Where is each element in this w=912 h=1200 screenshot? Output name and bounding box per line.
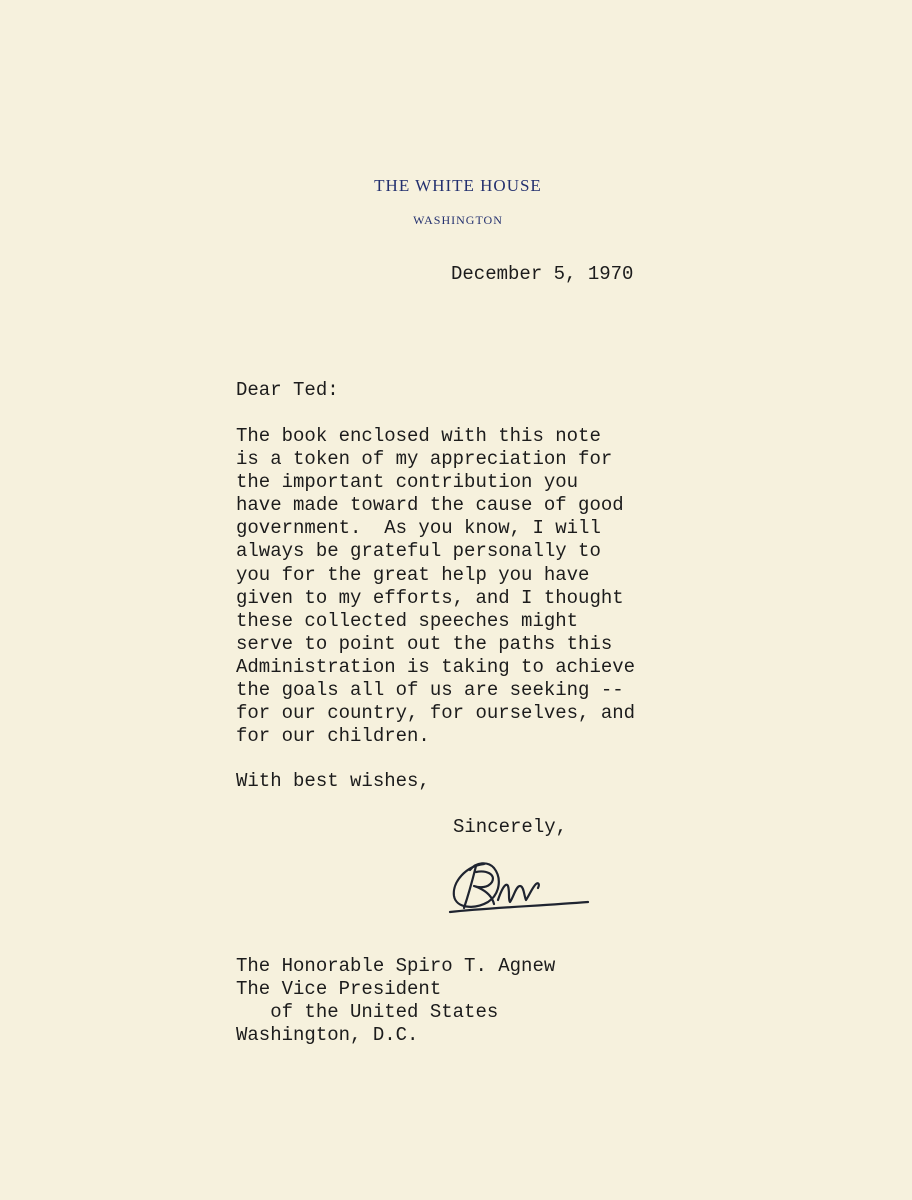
letter-date: December 5, 1970 [451,263,634,285]
sign-off: Sincerely, [453,816,568,838]
closing-line: With best wishes, [236,770,430,792]
letterhead-subtitle: WASHINGTON [413,213,503,227]
recipient-address: The Honorable Spiro T. Agnew The Vice President of the United States Washington, D.C. [236,955,556,1046]
signature-image [446,852,591,914]
letterhead-title: THE WHITE HOUSE [374,176,542,195]
salutation: Dear Ted: [236,379,339,401]
letter-body: The book enclosed with this note is a token of my appreciation for the important contribution you have made toward the cause of good government. As you know, I will always be grateful personally to you for the great help you have given to my efforts, and I thought these collected speeches might serve to point out the paths this Administration is taking to achieve the goals all of us are seeking -- for our country, for ourselves, and for our children. [236,425,636,748]
